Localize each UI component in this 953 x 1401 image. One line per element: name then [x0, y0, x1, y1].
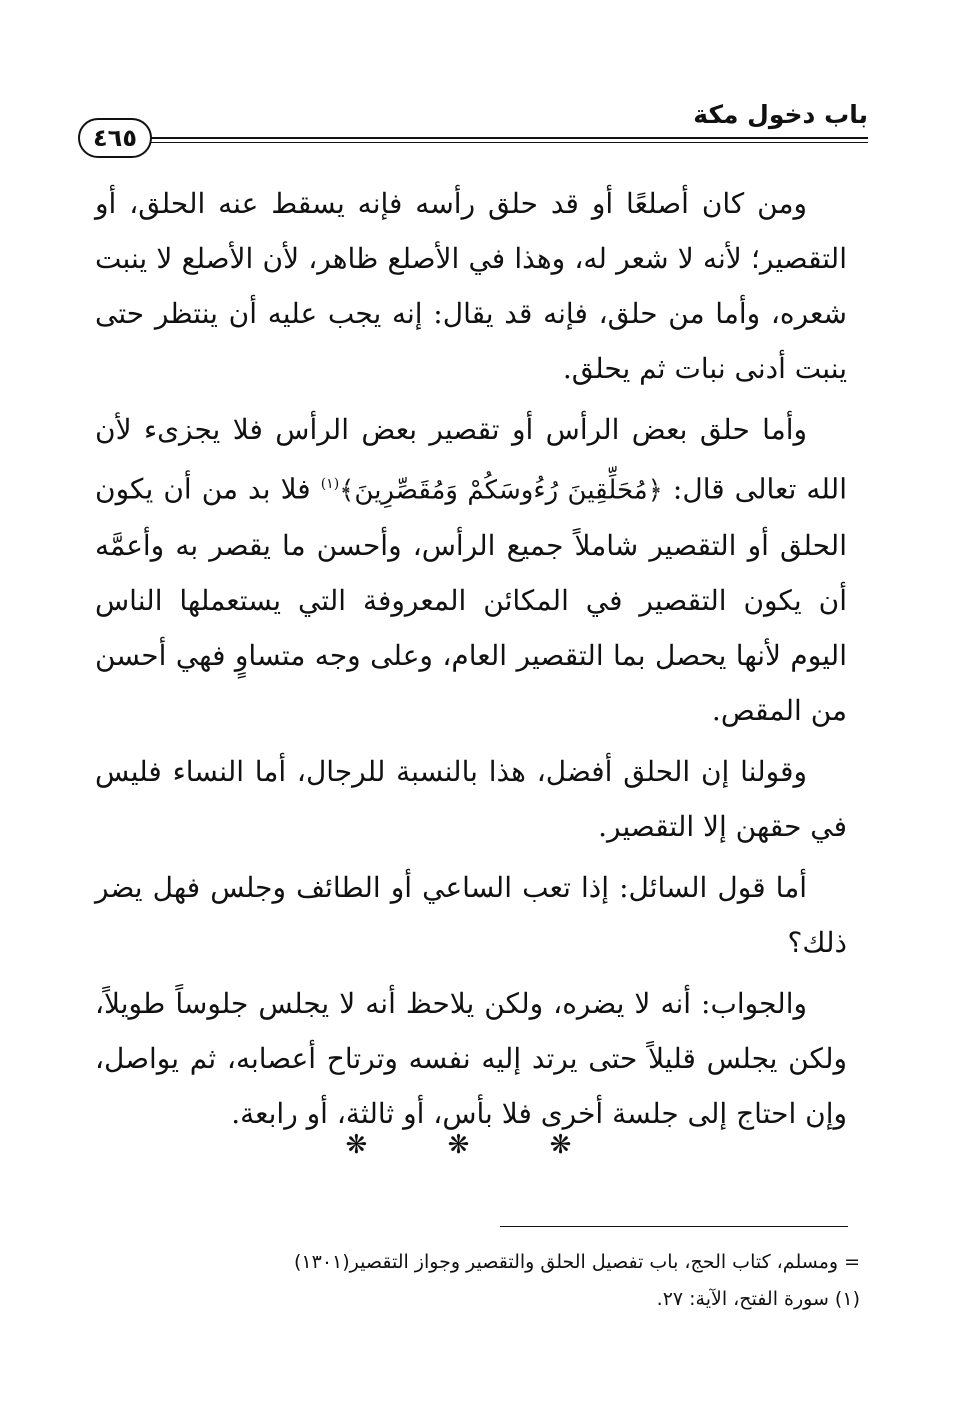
paragraph-2-end: فلا بد من أن يكون الحلق أو التقصير شاملاً جميع الرأس، وأحسن ما يقصر به وأعمَّه أن يكون التقصير في المكائن المعروفة التي يستعملها الناس اليوم لأنها يحصل بما التقصير العام، وعلى وجه متساوٍ فهي أحسن من المقص. [95, 472, 847, 728]
footnotes [200, 1244, 860, 1318]
footnote-divider [500, 1226, 848, 1227]
quran-verse: ﴿مُحَلِّقِينَ رُءُوسَكُمْ وَمُقَصِّرِينَ﴾ [339, 475, 663, 506]
paragraph-4: أما قول السائل: إذا تعب الساعي أو الطائف وجلس فهل يضر ذلك؟ [95, 871, 847, 960]
main-text [95, 176, 847, 1147]
section-separator: ❋ ❋ ❋ [345, 1130, 608, 1160]
paragraph-3: وقولنا إن الحلق أفضل، هذا بالنسبة للرجال، أما النساء فليس في حقهن إلا التقصير. [95, 755, 847, 844]
page-number: ٤٦٥ [78, 118, 152, 158]
paragraph-5: والجواب: أنه لا يضره، ولكن يلاحظ أنه لا يجلس جلوساً طويلاً، ولكن يجلس قليلاً حتى يرتد إليه نفسه وترتاح أعصابه، ثم يواصل، وإن احتاج إلى جلسة أخرى فلا بأس، أو ثالثة، أو رابعة. [95, 987, 847, 1131]
footnote-reference: (١) [320, 476, 340, 492]
paragraph-2-start: وأما حلق بعض الرأس أو تقصير بعض الرأس فلا يجزىء لأن الله تعالى قال: [95, 413, 847, 506]
chapter-title: باب دخول مكة [693, 100, 868, 129]
footnote-continued: = ومسلم، كتاب الحج، باب تفصيل الحلق والتقصير وجواز التقصير(١٣٠١) [294, 1251, 860, 1273]
page-header [78, 96, 868, 156]
footnote-1: (١) سورة الفتح، الآية: ٢٧. [656, 1288, 860, 1310]
paragraph-2 [95, 402, 847, 738]
paragraph-1: ومن كان أصلعًا أو قد حلق رأسه فإنه يسقط عنه الحلق، أو التقصير؛ لأنه لا شعر له، وهذا في الأصلع ظاهر، لأن الأصلع لا ينبت شعره، وأما من حلق، فإنه قد يقال: إنه يجب عليه أن ينتظر حتى ينبت أدنى نبات ثم يحلق. [95, 187, 847, 385]
header-rule [144, 137, 868, 143]
